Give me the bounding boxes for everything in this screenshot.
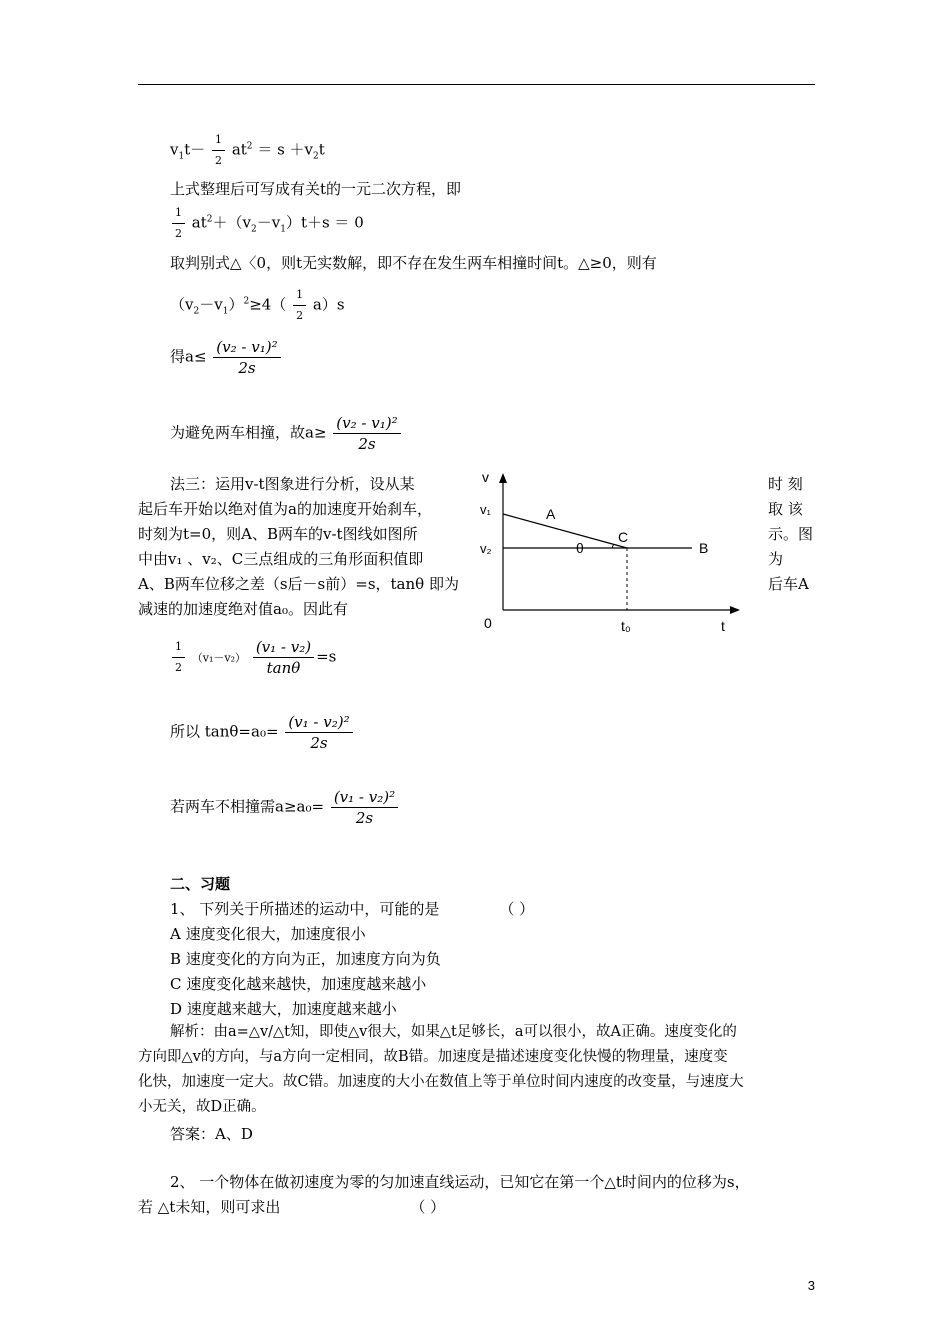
vt-graph <box>470 465 760 645</box>
section-heading: 二、习题 <box>170 875 231 893</box>
q2-stem: 2、 一个物体在做初速度为零的匀加速直线运动，已知它在第一个△t时间内的位移为s， 若 △t未知，则可求出 （ ） <box>138 1173 750 1216</box>
equation-2: $\frac{1}{2}$ $at^2+(v_2-v_1)t+s = 0$ <box>170 203 364 244</box>
label-A: A <box>546 506 556 522</box>
page-number: 3 <box>807 1278 815 1293</box>
equation-1: $v_1t-$ $\frac{1}{2}$ $at^2 = s +v_2t$ <box>170 130 325 171</box>
label-B: B <box>699 540 709 556</box>
method3-right-text: 时 刻 取 该 示。图 为 后车A <box>768 475 814 593</box>
label-theta: θ <box>576 540 584 556</box>
q1-option-b: B 速度变化的方向为正，加速度方向为负 <box>170 950 441 968</box>
q1-analysis: 解析：由a=△v/△t知，即使△v很大，如果△t足够长，a可以很小，故A正确。速度变化的 方向即△v的方向，与a方向一定相同，故B错。加速度是描述速度变化快慢的物理量，速度变 化快，加速度一定大。故C错。加速度的大小在数值上等于单位时间内速度的改变量，与速度大 小无关，故D正确。 <box>138 1024 744 1115</box>
method3-text: 法三：运用v-t图象进行分析，设从某 起后车开始以绝对值为a的加速度开始刹车， 时刻为t=0，则A、B两车的v-t图线如图所 中由v₁ 、v₂、C三点组成的三角形面积值即 A、B两车位移之差（s后－s前）=s，tanθ 即为 减速的加速度绝对值a₀。因此有 <box>138 475 459 618</box>
equation-6: $\frac{1}{2}$ （v₁－v₂） $\frac{\text{(v₁ - v₂)}}{\tan\theta}$ =s <box>170 637 336 678</box>
equation-7: 所以 tanθ=a₀= $\frac{\text{(v₁ - v₂)²}}{2s}$ <box>170 712 355 753</box>
q1-option-c: C 速度变化越来越快，加速度越来越小 <box>170 975 427 993</box>
q1-answer: 答案：A、D <box>170 1125 253 1143</box>
text-2: 取判别式△〈0，则t无实数解，即不存在发生两车相撞时间t。△≥0，则有 <box>170 254 657 272</box>
equation-3: $(v_2-v_1)^2\ge 4$（ $\frac{1}{2}$ a）s <box>170 285 345 326</box>
t-axis-arrow <box>730 606 740 614</box>
q1-option-d: D 速度越来越大，加速度越来越小 <box>170 1000 397 1018</box>
label-t0: t₀ <box>621 618 631 634</box>
label-origin: 0 <box>484 615 492 631</box>
q1-option-a: A 速度变化很大，加速度很小 <box>170 925 366 943</box>
label-v2: v₂ <box>480 541 492 556</box>
label-t: t <box>721 618 725 634</box>
v-axis-arrow <box>499 473 507 483</box>
label-C: C <box>618 529 629 545</box>
equation-8: 若两车不相撞需a≥a₀= $\frac{\text{(v₁ - v₂)²}}{2s}$ <box>170 787 400 828</box>
equation-4: 得a≤ $\frac{\text{(v₂ - v₁)²}}{2s}$ <box>170 337 283 378</box>
header-rule <box>138 84 815 85</box>
q1-stem: 1、 下列关于所描述的运动中，可能的是 （ ） <box>170 900 535 918</box>
text-1: 上式整理后可写成有关t的一元二次方程，即 <box>170 180 462 198</box>
line-A <box>503 514 627 548</box>
equation-5: 为避免两车相撞，故a≥ $\frac{\text{(v₂ - v₁)²}}{2s}$ <box>170 413 403 454</box>
label-v1: v₁ <box>480 502 491 517</box>
label-v: v <box>482 469 489 485</box>
